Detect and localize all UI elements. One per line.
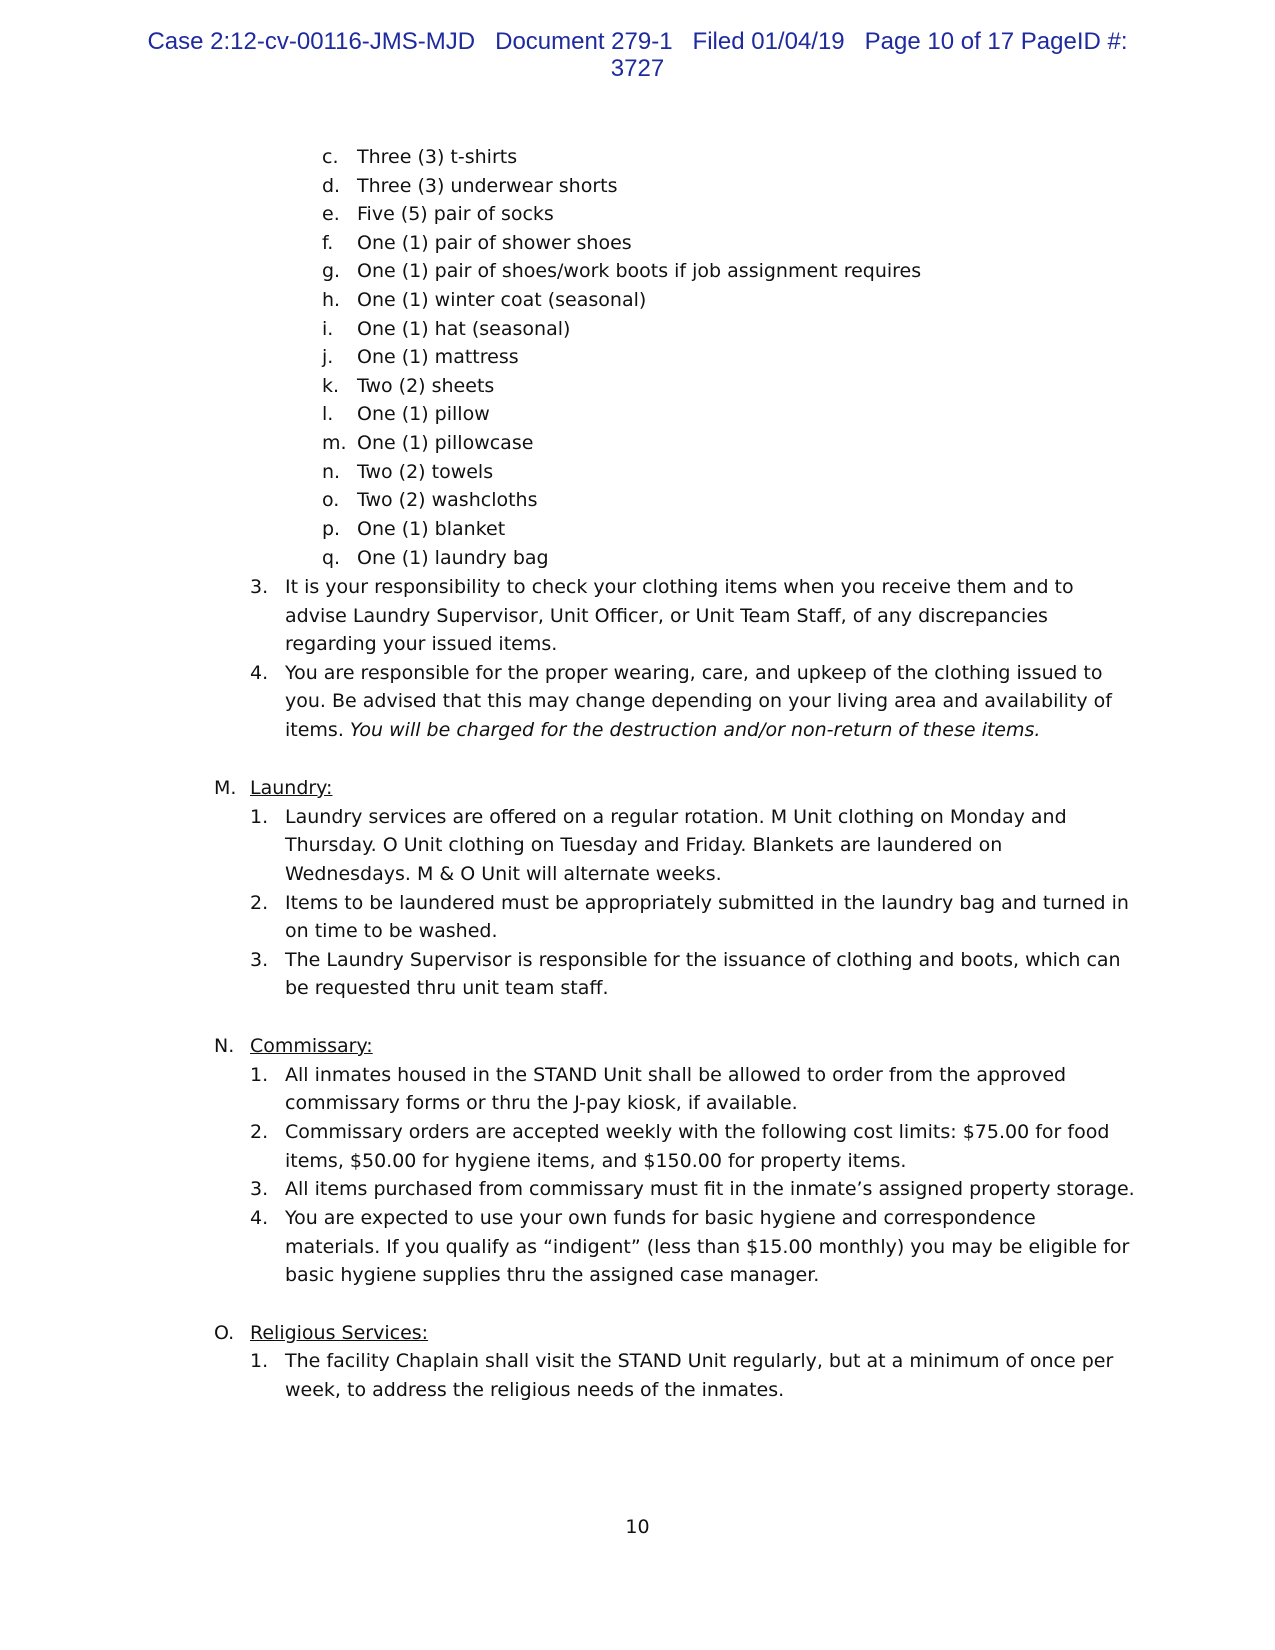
section-heading: Religious Services: — [250, 1322, 429, 1344]
list-marker: e. — [322, 203, 340, 225]
paragraph-number: 3. — [250, 576, 269, 598]
paragraph-line: basic hygiene supplies thru the assigned case manager. — [285, 1264, 820, 1286]
list-item: One (1) blanket — [357, 518, 506, 540]
filed-date: Filed 01/04/19 — [692, 28, 845, 55]
list-marker: k. — [322, 375, 340, 397]
list-marker: m. — [322, 432, 347, 454]
paragraph-line: Commissary orders are accepted weekly with the following cost limits: $75.00 for food — [285, 1121, 1110, 1143]
paragraph-line: materials. If you qualify as “indigent” (less than $15.00 monthly) you may be eligible for — [285, 1236, 1130, 1258]
list-marker: o. — [322, 489, 340, 511]
paragraph-line: All items purchased from commissary must fit in the inmate’s assigned property storage. — [285, 1178, 1135, 1200]
paragraph-line: It is your responsibility to check your clothing items when you receive them and to — [285, 576, 1074, 598]
paragraph-line: advise Laundry Supervisor, Unit Officer, or Unit Team Staff, of any discrepancies — [285, 605, 1048, 627]
page-number: 10 — [625, 1516, 650, 1538]
list-item: Three (3) underwear shorts — [357, 175, 618, 197]
list-item: Two (2) sheets — [357, 375, 495, 397]
section-letter: N. — [214, 1035, 235, 1057]
list-marker: c. — [322, 146, 339, 168]
list-item: One (1) pair of shoes/work boots if job assignment requires — [357, 260, 922, 282]
italic-warning: You will be charged for the destruction and/or non-return of these items. — [349, 719, 1041, 741]
list-item: One (1) hat (seasonal) — [357, 318, 571, 340]
paragraph-line: The facility Chaplain shall visit the STAND Unit regularly, but at a minimum of once per — [285, 1350, 1114, 1372]
list-item: One (1) mattress — [357, 346, 519, 368]
paragraph-line: be requested thru unit team staff. — [285, 977, 609, 999]
paragraph-line: items, $50.00 for hygiene items, and $150.00 for property items. — [285, 1150, 907, 1172]
section-letter: O. — [214, 1322, 235, 1344]
paragraph-number: 4. — [250, 1207, 269, 1229]
paragraph-line: You are expected to use your own funds for basic hygiene and correspondence — [285, 1207, 1036, 1229]
list-item: Two (2) towels — [357, 461, 494, 483]
list-marker: l. — [322, 403, 334, 425]
list-marker: q. — [322, 547, 341, 569]
paragraph-line: Thursday. O Unit clothing on Tuesday and Friday. Blankets are laundered on — [285, 834, 1003, 856]
plain-text: items. — [285, 719, 350, 741]
paragraph-number: 1. — [250, 1064, 269, 1086]
paragraph-line: week, to address the religious needs of the inmates. — [285, 1379, 785, 1401]
paragraph-line: You are responsible for the proper wearing, care, and upkeep of the clothing issued to — [285, 662, 1103, 684]
paragraph-line: The Laundry Supervisor is responsible for the issuance of clothing and boots, which can — [285, 949, 1121, 971]
list-marker: n. — [322, 461, 341, 483]
paragraph-line: Wednesdays. M & O Unit will alternate weeks. — [285, 863, 722, 885]
section-heading: Laundry: — [250, 777, 333, 799]
paragraph-line: All inmates housed in the STAND Unit shall be allowed to order from the approved — [285, 1064, 1067, 1086]
paragraph-line: commissary forms or thru the J-pay kiosk, if available. — [285, 1092, 798, 1114]
paragraph-number: 3. — [250, 1178, 269, 1200]
list-item: One (1) laundry bag — [357, 547, 549, 569]
paragraph-line: on time to be washed. — [285, 920, 498, 942]
paragraph-number: 3. — [250, 949, 269, 971]
list-item: Two (2) washcloths — [357, 489, 538, 511]
paragraph-line: Laundry services are offered on a regular rotation. M Unit clothing on Monday and — [285, 806, 1067, 828]
case-number: Case 2:12-cv-00116-JMS-MJD — [147, 28, 476, 55]
list-marker: g. — [322, 260, 341, 282]
paragraph-number: 1. — [250, 806, 269, 828]
section-letter: M. — [214, 777, 237, 799]
list-marker: d. — [322, 175, 341, 197]
paragraph-number: 1. — [250, 1350, 269, 1372]
paragraph-line — [285, 718, 1040, 742]
paragraph-number: 4. — [250, 662, 269, 684]
list-marker: p. — [322, 518, 341, 540]
page-id: 3727 — [610, 55, 665, 82]
list-marker: f. — [322, 232, 334, 254]
page-of: Page 10 of 17 PageID #: — [864, 28, 1128, 55]
paragraph-number: 2. — [250, 1121, 269, 1143]
section-heading: Commissary: — [250, 1035, 373, 1057]
paragraph-line: Items to be laundered must be appropriately submitted in the laundry bag and turned in — [285, 892, 1129, 914]
list-item: One (1) pillow — [357, 403, 490, 425]
list-item: Five (5) pair of socks — [357, 203, 554, 225]
paragraph-number: 2. — [250, 892, 269, 914]
list-marker: i. — [322, 318, 334, 340]
list-item: One (1) winter coat (seasonal) — [357, 289, 647, 311]
list-item: One (1) pillowcase — [357, 432, 534, 454]
paragraph-line: you. Be advised that this may change depending on your living area and availability of — [285, 690, 1112, 712]
document-number: Document 279-1 — [495, 28, 673, 55]
list-item: One (1) pair of shower shoes — [357, 232, 632, 254]
list-item: Three (3) t-shirts — [357, 146, 518, 168]
list-marker: j. — [322, 346, 334, 368]
paragraph-line: regarding your issued items. — [285, 633, 558, 655]
list-marker: h. — [322, 289, 341, 311]
